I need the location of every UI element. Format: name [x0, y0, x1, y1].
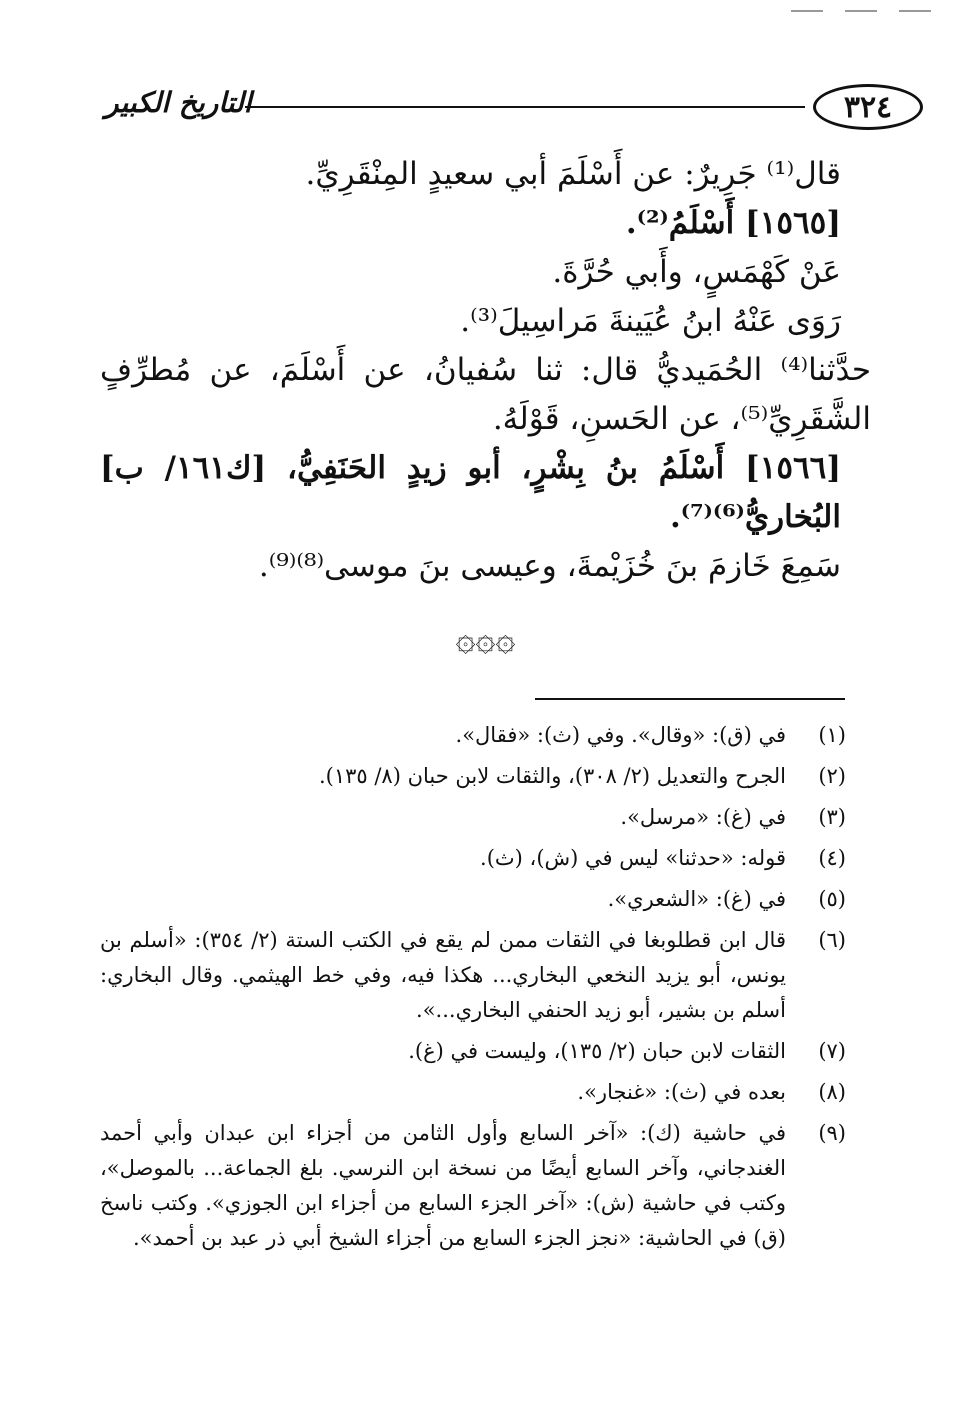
footnote-number: (٨)	[818, 1080, 846, 1104]
footnote-number: (٥)	[818, 887, 846, 911]
page-number: ٣٢٤	[813, 84, 923, 130]
footnote-number: (٣)	[818, 805, 846, 829]
footnotes	[100, 718, 846, 1262]
footnote-text: بعده في (ث): «غنجار».	[577, 1080, 786, 1104]
footnote-text: في (غ): «مرسل».	[620, 805, 786, 829]
scan-mark	[791, 10, 823, 12]
footnote-text: الثقات لابن حبان (٢/ ١٣٥)، وليست في (غ).	[408, 1039, 786, 1063]
text-line: قال⁽¹⁾ جَرِيرٌ: عن أَسْلَمَ أبي سعيدٍ المِنْقَرِيِّ.	[305, 156, 841, 192]
footnote-number: (٩)	[818, 1121, 846, 1145]
footnote	[100, 1034, 846, 1069]
entry-heading: [١٥٦٥] أَسْلَمُ⁽²⁾.	[625, 205, 841, 241]
footnote	[100, 1075, 846, 1110]
scan-mark	[845, 10, 877, 12]
footnote-number: (٧)	[818, 1039, 846, 1063]
footnote-rule	[535, 698, 845, 700]
footnote-number: (٦)	[818, 928, 846, 952]
entry-heading: [١٥٦٦] أَسْلَمُ بنُ بِشْرٍ، أبو زيدٍ الحَنَفِيُّ، [ك١٦١/ ب] البُخاريُّ⁽⁶⁾⁽⁷⁾.	[100, 450, 842, 535]
footnote-number: (١)	[818, 723, 846, 747]
book-title: التاريخ الكبير	[105, 86, 252, 119]
footnote-text: قوله: «حدثنا» ليس في (ش)، (ث).	[480, 846, 786, 870]
footnote-text: الجرح والتعديل (٢/ ٣٠٨)، والثقات لابن حبان (٨/ ١٣٥).	[318, 764, 786, 788]
footnote	[100, 923, 846, 1028]
scan-mark	[899, 10, 931, 12]
text-paragraph: حدَّثنا⁽⁴⁾ الحُمَيديُّ قال: ثنا سُفيانُ، عن أَسْلَمَ، عن مُطرِّفٍ الشَّقَرِيِّ⁽⁵⁾، عن الحَسنِ، قَوْلَهُ.	[100, 352, 871, 437]
footnote-text: قال ابن قطلوبغا في الثقات ممن لم يقع في الكتب الستة (٢/ ٣٥٤): «أسلم بن يونس، أبو يزيد النخعي البخاري... هكذا فيه، وفي خط الهيثمي. وقال البخاري: أسلم بن بشير، أبو زيد الحنفي البخاري...».	[100, 928, 786, 1022]
section-ornament: ۞۞۞	[455, 619, 516, 659]
footnote-text: في حاشية (ك): «آخر السابع وأول الثامن من أجزاء ابن عبدان وأبي أحمد الغندجاني، وآخر السابع أيضًا من نسخة ابن النرسي. بلغ الجماعة... بالموصل»، وكتب في حاشية (ش): «آخر الجزء السابع من أجزاء ابن الجوزي». وكتب ناسخ (ق) في الحاشية: «نجز الجزء السابع من أجزاء الشيخ أبي ذر عبد بن أحمد».	[100, 1121, 786, 1250]
footnote-text: في (ق): «وقال». وفي (ث): «فقال».	[455, 723, 786, 747]
header-rule	[245, 106, 805, 108]
footnote	[100, 882, 846, 917]
scan-marks	[791, 10, 931, 12]
text-line: رَوَى عَنْهُ ابنُ عُيَينةَ مَراسِيلَ⁽³⁾.	[460, 303, 841, 339]
text-line: عَنْ كَهْمَسٍ، وأَبي حُرَّةَ.	[552, 254, 841, 290]
main-text	[100, 150, 871, 591]
text-line: سَمِعَ خَازمَ بنَ خُزَيْمةَ، وعيسى بنَ موسى⁽⁸⁾⁽⁹⁾.	[258, 548, 841, 584]
footnote-number: (٤)	[818, 846, 846, 870]
footnote	[100, 1116, 846, 1256]
footnote-text: في (غ): «الشعري».	[607, 887, 786, 911]
footnote	[100, 759, 846, 794]
page-header	[105, 84, 923, 134]
footnote	[100, 800, 846, 835]
footnote	[100, 718, 846, 753]
footnote-number: (٢)	[818, 764, 846, 788]
footnote	[100, 841, 846, 876]
